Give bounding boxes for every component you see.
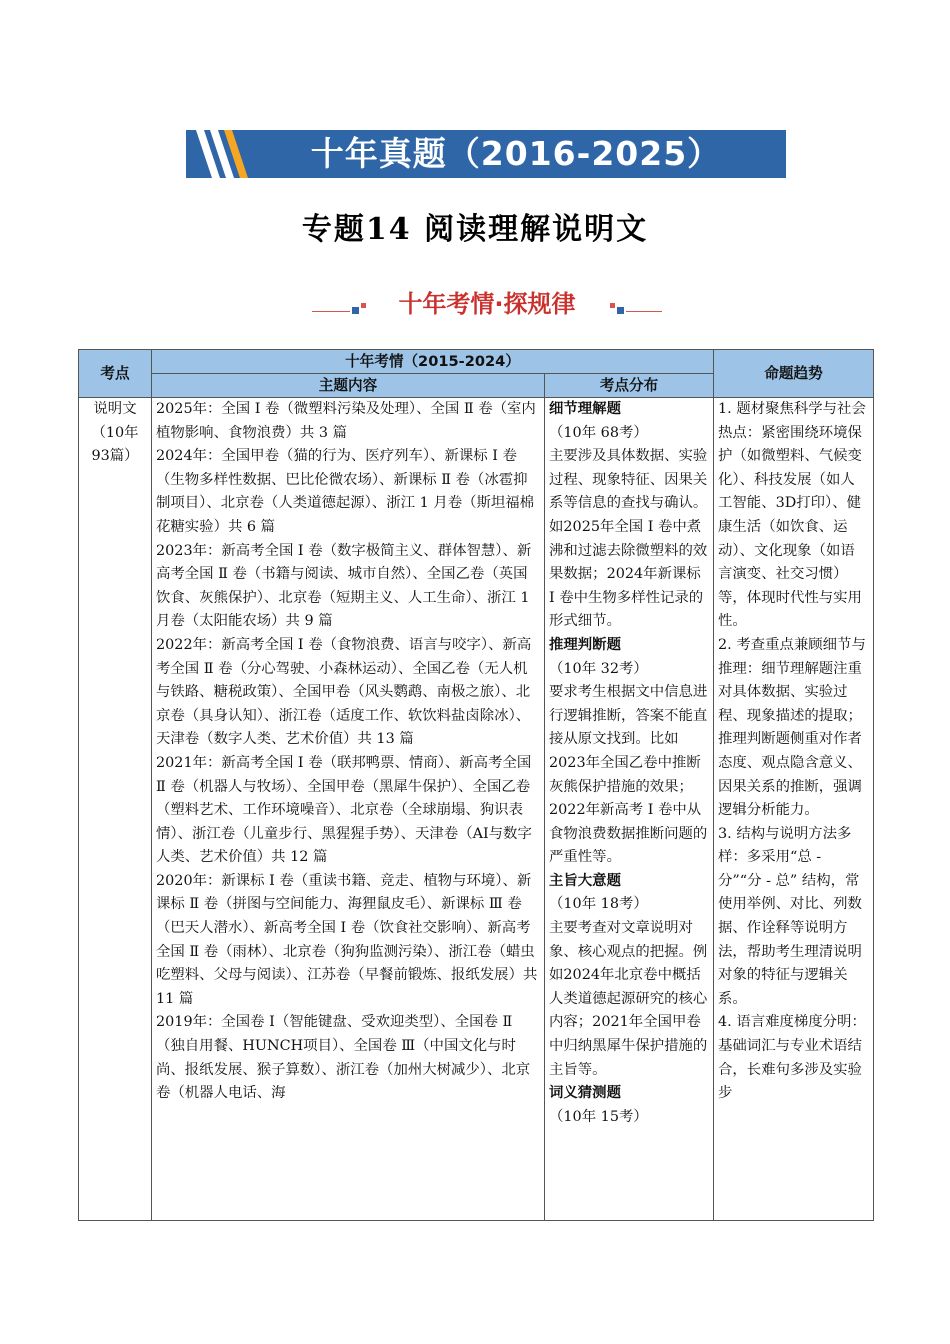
left-square-icon — [352, 307, 359, 314]
dist-count-word-guess: （10年 15考） — [549, 1108, 648, 1125]
dist-name-inference: 推理判断题 — [549, 636, 621, 653]
left-divider — [312, 311, 350, 312]
themes-cell — [152, 398, 545, 1221]
section-heading — [312, 284, 662, 324]
trend-2: 2. 考查重点兼顾细节与推理：细节理解题注重对具体数据、实验过程、现象描述的提取；推理判断题侧重对作者态度、观点隐含意义、因果关系的推断，强调逻辑分析能力。 — [718, 636, 866, 819]
topic-cell — [79, 398, 152, 1221]
section-title: 十年考情·探规律 — [398, 290, 576, 318]
page-title: 专题14 阅读理解说明文 — [301, 212, 649, 247]
theme-2020: 2020年：新课标 Ⅰ 卷（重读书籍、竞走、植物与环境）、新课标 Ⅱ 卷（拼图与空间能力、海狸鼠皮毛）、新课标 Ⅲ 卷（巴天人潜水）、新高考全国 Ⅰ 卷（饮食社交影响）、新高考全国 Ⅱ 卷（雨林）、北京卷（狗狗监测污染）、浙江卷（蜡虫吃塑料、父母与阅读）、江苏卷（早餐前锻炼、报纸发展）共 11 篇 — [156, 872, 538, 1007]
trend-4: 4. 语言难度梯度分明：基础词汇与专业术语结合，长难句多涉及实验步 — [718, 1014, 866, 1102]
dist-name-word-guess: 词义猜测题 — [549, 1085, 621, 1102]
header-kaodian: 考点 — [79, 350, 152, 398]
theme-2022: 2022年：新高考全国 Ⅰ 卷（食物浪费、语言与咬字）、新高考全国 Ⅱ 卷（分心驾驶、小森林运动）、全国乙卷（无人机与铁路、糖税政策）、全国甲卷（风头鹦鹉、南极之旅）、北京卷（具身认知）、浙江卷（适度工作、软饮料盐卤除冰）、天津卷（数字人类、艺术价值）共 13 篇 — [156, 636, 532, 748]
right-divider — [626, 311, 662, 312]
dist-count-detail: （10年 68考） — [549, 424, 648, 441]
trend-3: 3. 结构与说明方法多样：多采用“总 - 分”“分 - 总” 结构，常使用举例、对比、列数据、作诠释等说明方法，帮助考生理清说明对象的特征与逻辑关系。 — [718, 825, 862, 1007]
header-kaoqing: 十年考情（2015-2024） — [152, 350, 714, 374]
topic-label: 说明文（10年93篇） — [91, 401, 139, 465]
dist-count-inference: （10年 32考） — [549, 660, 648, 677]
distribution-cell — [545, 398, 714, 1221]
right-small-square-icon — [610, 303, 615, 308]
dist-count-main-idea: （10年 18考） — [549, 896, 648, 913]
header-qushi: 命题趋势 — [714, 350, 874, 398]
theme-2021: 2021年：新高考全国 Ⅰ 卷（联邦鸭票、情商）、新高考全国 Ⅱ 卷（机器人与牧场）、全国甲卷（黑犀牛保护）、全国乙卷（塑料艺术、工作环境噪音）、北京卷（全球崩塌、狗识表情）、浙江卷（儿童步行、黑猩猩手势）、天津卷（AI与数字人类、艺术价值）共 12 篇 — [156, 754, 532, 866]
theme-2024: 2024年：全国甲卷（猫的行为、医疗列车）、新课标 Ⅰ 卷（生物多样性数据、巴比伦微农场）、新课标 Ⅱ 卷（冰雹抑制项目）、北京卷（人类道德起源）、浙江 1 月卷（斯坦福棉花糖实验）共 6 篇 — [156, 448, 535, 535]
header-fenbu: 考点分布 — [545, 374, 714, 398]
dist-desc-detail: 主要涉及具体数据、实验过程、现象特征、因果关系等信息的查找与确认。如2025年全国 Ⅰ 卷中煮沸和过滤去除微塑料的效果数据；2024年新课标 Ⅰ 卷中生物多样性记录的形式细节。 — [549, 448, 708, 630]
trend-1: 1. 题材聚焦科学与社会热点：紧密围绕环境保护（如微塑料、气候变化）、科技发展（如人工智能、3D打印）、健康生活（如饮食、运动）、文化现象（如语言演变、社交习惯）等，体现时代性与实用性。 — [718, 401, 866, 630]
right-square-icon — [617, 307, 624, 314]
dist-desc-main-idea: 主要考查对文章说明对象、核心观点的把握。例如2024年北京卷中概括人类道德起源研究的核心内容；2021年全国甲卷中归纳黑犀牛保护措施的主旨等。 — [549, 920, 708, 1078]
dist-name-detail: 细节理解题 — [549, 401, 621, 417]
left-small-square-icon — [361, 303, 366, 308]
header-banner — [186, 130, 786, 178]
dist-name-main-idea: 主旨大意题 — [549, 872, 621, 889]
theme-2019: 2019年：全国卷 Ⅰ（智能键盘、受欢迎类型）、全国卷 Ⅱ（独自用餐、HUNCH项目）、全国卷 Ⅲ（中国文化与时尚、报纸发展、猴子算数）、浙江卷（加州大树减少）、北京卷（机器人电话、海 — [156, 1014, 531, 1102]
exam-analysis-table — [78, 349, 874, 1221]
header-zhuti: 主题内容 — [152, 374, 545, 398]
trends-cell — [714, 398, 874, 1221]
banner-title: 十年真题（2016-2025） — [310, 134, 722, 173]
theme-2025: 2025年：全国 Ⅰ 卷（微塑料污染及处理）、全国 Ⅱ 卷（室内植物影响、食物浪费）共 3 篇 — [156, 401, 536, 441]
theme-2023: 2023年：新高考全国 Ⅰ 卷（数字极简主义、群体智慧）、新高考全国 Ⅱ 卷（书籍与阅读、城市自然）、全国乙卷（英国饮食、灰熊保护）、北京卷（短期主义、人工生命）、浙江 1 月卷（太阳能农场）共 9 篇 — [156, 542, 532, 630]
dist-desc-inference: 要求考生根据文中信息进行逻辑推断，答案不能直接从原文找到。比如2023年全国乙卷中推断灰熊保护措施的效果；2022年新高考 Ⅰ 卷中从食物浪费数据推断问题的严重性等。 — [549, 684, 708, 866]
